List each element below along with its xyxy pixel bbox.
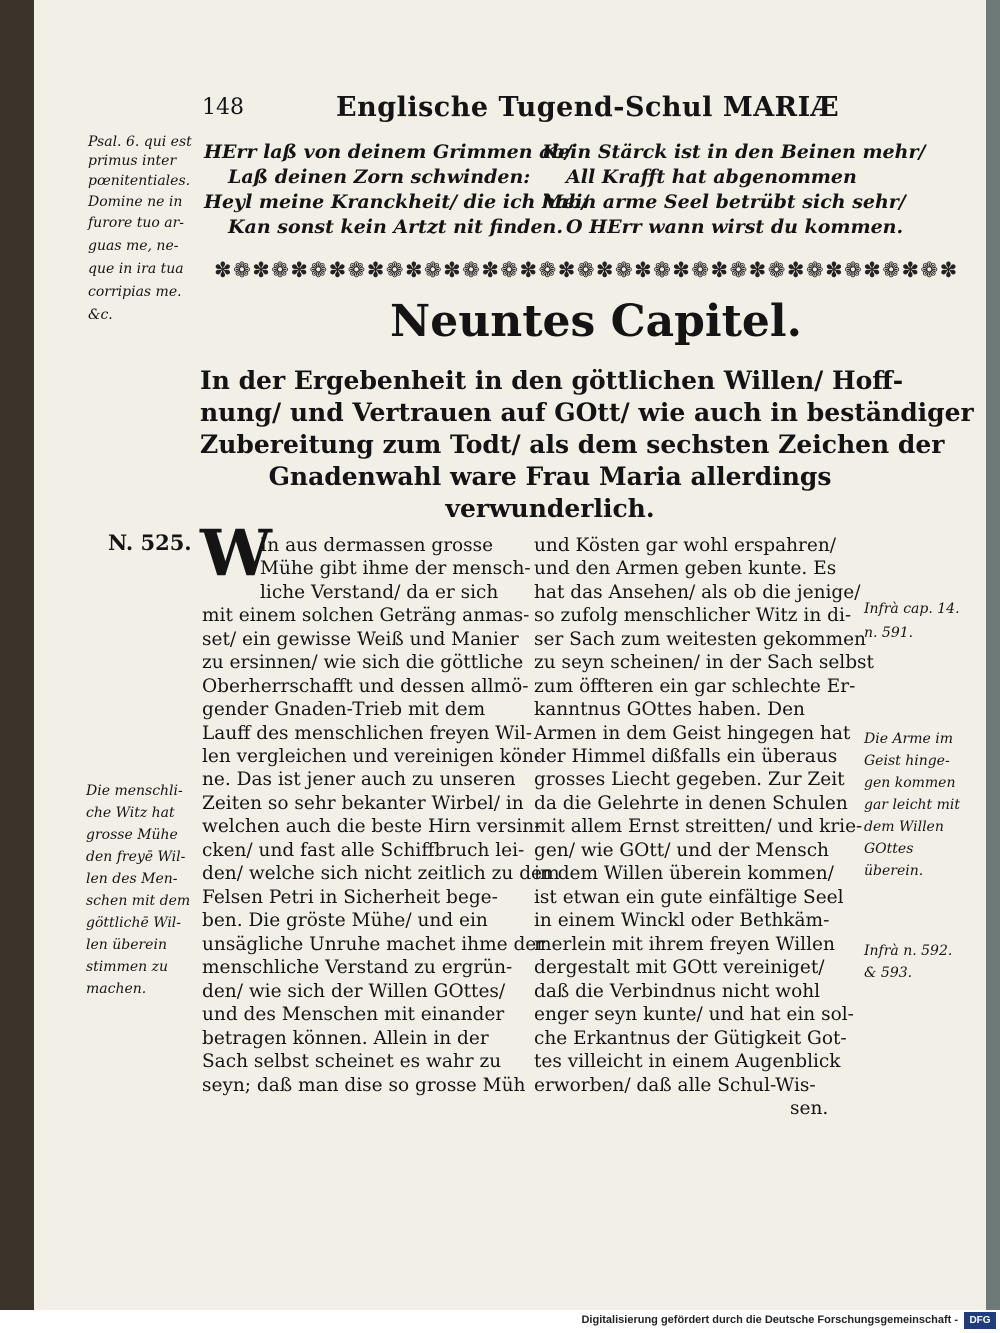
psalm-note-line: Psal. 6. qui est [88, 134, 192, 150]
text-line: dergestalt mit GOtt vereiniget/ [534, 957, 825, 978]
verse-line: O HErr wann wirst du kommen. [566, 216, 904, 238]
margin-note-line: grosse Mühe [86, 827, 178, 843]
text-line: grosses Liecht gegeben. Zur Zeit [534, 769, 845, 790]
margin-note-line: len überein [86, 937, 167, 953]
text-line: menschliche Verstand zu ergrün- [202, 957, 513, 978]
text-line: ist etwan ein gute einfältige Seel [534, 887, 844, 908]
margin-note-line: che Witz hat [86, 805, 175, 821]
text-line: welchen auch die beste Hirn versin- [202, 816, 541, 837]
text-line: mit einem solchen Geträng anmas- [202, 605, 530, 626]
chapter-title: Neuntes Capitel. [390, 296, 802, 347]
margin-note-line: Infrà n. 592. [864, 943, 953, 959]
subtitle-line: nung/ und Vertrauen auf GOtt/ wie auch in beständiger [200, 398, 974, 427]
margin-note-line: Die menschli- [86, 783, 183, 799]
text-line: ben. Die gröste Mühe/ und ein [202, 910, 488, 931]
text-line: so zufolg menschlicher Witz in di- [534, 605, 852, 626]
text-line: enger seyn kunte/ und hat ein sol- [534, 1004, 854, 1025]
margin-note-line: machen. [86, 981, 147, 997]
margin-note-line: stimmen zu [86, 959, 168, 975]
text-line: len vergleichen und vereinigen kön- [202, 746, 541, 767]
text-line: kanntnus GOttes haben. Den [534, 699, 805, 720]
text-line: sen. [790, 1098, 829, 1119]
page-number: 148 [202, 95, 244, 120]
section-number: N. 525. [108, 530, 192, 555]
text-line: der Himmel dißfalls ein überaus [534, 746, 838, 767]
text-line: che Erkantnus der Gütigkeit Got- [534, 1028, 847, 1049]
psalm-note-line: furore tuo ar- [88, 215, 185, 231]
margin-note-line: göttlichē Wil- [86, 915, 182, 931]
text-line: hat das Ansehen/ als ob die jenige/ [534, 582, 861, 603]
margin-note-line: schen mit dem [86, 893, 191, 909]
psalm-note-line: que in ira tua [88, 261, 184, 277]
text-line: tes villeicht in einem Augenblick [534, 1051, 841, 1072]
text-line: seyn; daß man dise so grosse Müh [202, 1075, 526, 1096]
margin-note-line: gen kommen [864, 775, 956, 791]
margin-note-line: GOttes [864, 841, 914, 857]
verse-line: Laß deinen Zorn schwinden: [228, 166, 531, 188]
subtitle-line: verwunderlich. [445, 494, 655, 523]
text-line: den/ wie sich der Willen GOttes/ [202, 981, 506, 1002]
text-line: Mühe gibt ihme der mensch- [260, 558, 531, 579]
text-line: ne. Das ist jener auch zu unseren [202, 769, 516, 790]
margin-note-line: Infrà cap. 14. [864, 601, 960, 617]
psalm-note-line: primus inter [88, 153, 177, 169]
margin-note-line: Die Arme im [864, 731, 954, 747]
text-line: gender Gnaden-Trieb mit dem [202, 699, 486, 720]
subtitle-line: In der Ergebenheit in den göttlichen Willen/ Hoff- [200, 366, 904, 395]
psalm-note-line: pœnitentiales. [88, 173, 191, 189]
text-line: set/ ein gewisse Weiß und Manier [202, 629, 519, 650]
text-line: und Kösten gar wohl erspahren/ [534, 535, 836, 556]
psalm-note-line: guas me, ne- [88, 238, 179, 254]
digitization-footer [0, 1310, 1000, 1333]
text-line: merlein mit ihrem freyen Willen [534, 934, 835, 955]
psalm-note-line: corripias me. [88, 284, 182, 300]
text-line: Armen in dem Geist hingegen hat [534, 723, 851, 744]
text-line: zu ersinnen/ wie sich die göttliche [202, 652, 524, 673]
subtitle-line: Zubereitung zum Todt/ als dem sechsten Zeichen der [200, 430, 945, 459]
verse-line: Mein arme Seel betrübt sich sehr/ [542, 191, 906, 213]
margin-note-line: dem Willen [864, 819, 944, 835]
text-line: Oberherrschafft und dessen allmö- [202, 676, 529, 697]
text-line: in einem Winckl oder Bethkäm- [534, 910, 830, 931]
text-line: In aus dermassen grosse [260, 535, 494, 556]
psalm-note-line: Domine ne in [88, 194, 183, 210]
margin-note-line: überein. [864, 863, 924, 879]
verse-line: Heyl meine Kranckheit/ die ich hab/ [204, 191, 589, 213]
text-line: gen/ wie GOtt/ und der Mensch [534, 840, 829, 861]
footer-credit: Digitalisierung gefördert durch die Deutsche Forschungsgemeinschaft - [581, 1314, 958, 1326]
margin-note-line: Geist hinge- [864, 753, 950, 769]
text-line: zu seyn scheinen/ in der Sach selbst [534, 652, 874, 673]
drop-cap: W [200, 516, 272, 591]
text-line: erworben/ daß alle Schul-Wis- [534, 1075, 816, 1096]
binding-edge [986, 0, 1000, 1310]
text-line: daß die Verbindnus nicht wohl [534, 981, 821, 1002]
running-title: Englische Tugend-Schul MARIÆ [336, 92, 840, 123]
text-line: Sach selbst scheinet es wahr zu [202, 1051, 502, 1072]
margin-note-line: len des Men- [86, 871, 178, 887]
dfg-logo: DFG [964, 1312, 996, 1329]
text-line: in dem Willen überein kommen/ [534, 863, 834, 884]
text-line: und des Menschen mit einander [202, 1004, 505, 1025]
text-line: den/ welche sich nicht zeitlich zu dem [202, 863, 560, 884]
text-line: ser Sach zum weitesten gekommen [534, 629, 866, 650]
verse-line: Kan sonst kein Artzt nit finden. [228, 216, 563, 238]
psalm-note-line: &c. [88, 307, 113, 323]
ornamental-divider: ✽❁✽❁✽❁✽❁✽❁✽❁✽❁✽❁✽❁✽❁✽❁✽❁✽❁✽❁✽❁✽❁✽❁✽❁✽❁✽ [214, 258, 959, 282]
text-line: betragen können. Allein in der [202, 1028, 489, 1049]
scanned-page [34, 0, 986, 1310]
margin-note-line: gar leicht mit [864, 797, 961, 813]
text-line: da die Gelehrte in denen Schulen [534, 793, 848, 814]
text-line: unsägliche Unruhe machet ihme der [202, 934, 546, 955]
text-line: cken/ und fast alle Schiffbruch lei- [202, 840, 525, 861]
margin-note-line: den freyē Wil- [86, 849, 186, 865]
text-line: und den Armen geben kunte. Es [534, 558, 837, 579]
margin-note-line: n. 591. [864, 625, 914, 641]
margin-note-line: & 593. [864, 965, 913, 981]
adjacent-page-edge [0, 0, 34, 1310]
text-line: zum öffteren ein gar schlechte Er- [534, 676, 856, 697]
subtitle-line: Gnadenwahl ware Frau Maria allerdings [268, 462, 832, 491]
text-line: mit allem Ernst streitten/ und krie- [534, 816, 863, 837]
text-line: liche Verstand/ da er sich [260, 582, 499, 603]
text-line: Felsen Petri in Sicherheit bege- [202, 887, 498, 908]
text-line: Lauff des menschlichen freyen Wil- [202, 723, 533, 744]
verse-line: HErr laß von deinem Grimmen ab/ [204, 141, 572, 163]
text-line: Zeiten so sehr bekanter Wirbel/ in [202, 793, 524, 814]
verse-line: All Krafft hat abgenommen [566, 166, 857, 188]
verse-line: Kein Stärck ist in den Beinen mehr/ [542, 141, 926, 163]
